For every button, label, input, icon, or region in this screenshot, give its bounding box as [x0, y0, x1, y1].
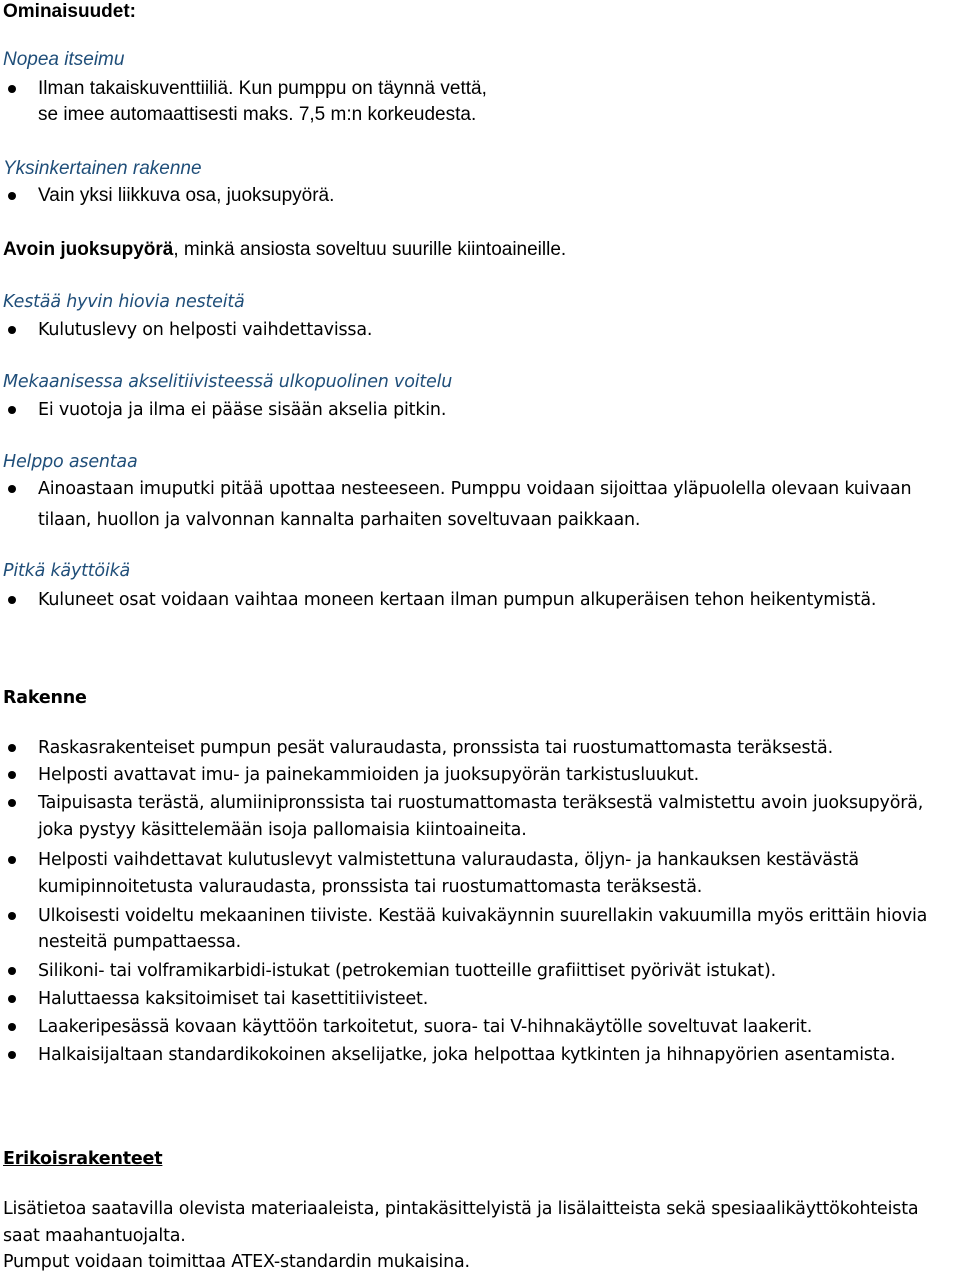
structure-item: Raskasrakenteiset pumpun pesät valuraudasta, pronssista tai ruostumattomasta teräksestä.: [38, 738, 833, 758]
bullet-icon: [8, 406, 16, 414]
lifetime-text: Kuluneet osat voidaan vaihtaa moneen kertaan ilman pumpun alkuperäisen tehon heikentymistä.: [38, 590, 877, 610]
structure-item-cont: nesteitä pumpattaessa.: [38, 932, 242, 952]
open-impeller-line: [3, 238, 566, 262]
install-text-2: tilaan, huollon ja valvonnan kannalta parhaiten soveltuvaan paikkaan.: [38, 510, 641, 530]
structure-item: Taipuisasta terästä, alumiinipronssista tai ruostumattomasta teräksestä valmistettu avoin juoksupyörä,: [38, 793, 924, 813]
bullet-icon: [8, 995, 16, 1003]
structure-item: Halkaisijaltaan standardikokoinen akselijatke, joka helpottaa kytkinten ja hihnapyörien asentamista.: [38, 1045, 896, 1065]
structure-heading: Rakenne: [3, 688, 87, 708]
structure-item: Helposti avattavat imu- ja painekammioiden ja juoksupyörän tarkistusluukut.: [38, 765, 699, 785]
open-impeller-bold: Avoin juoksupyörä: [3, 239, 174, 260]
seal-text: Ei vuotoja ja ilma ei pääse sisään akselia pitkin.: [38, 400, 447, 420]
bullet-icon: [8, 744, 16, 752]
self-priming-text-2: se imee automaattisesti maks. 7,5 m:n korkeudesta.: [38, 104, 477, 125]
structure-item: Ulkoisesti voideltu mekaaninen tiiviste. Kestää kuivakäynnin suurellakin vakuumilla myös erittäin hiovia: [38, 906, 928, 926]
bullet-icon: [8, 856, 16, 864]
bullet-icon: [8, 799, 16, 807]
bullet-icon: [8, 596, 16, 604]
structure-item-cont: joka pystyy käsittelemään isoja pallomaisia kiintoaineita.: [38, 820, 527, 840]
bullet-icon: [8, 326, 16, 334]
lifetime-title: Pitkä käyttöikä: [3, 561, 131, 581]
structure-item: Helposti vaihdettavat kulutuslevyt valmistettuna valuraudasta, öljyn- ja hankauksen kestävästä: [38, 850, 859, 870]
self-priming-text-1: Ilman takaiskuventtiiliä. Kun pumppu on täynnä vettä,: [38, 78, 487, 99]
special-heading: Erikoisrakenteet: [3, 1149, 163, 1169]
bullet-icon: [8, 912, 16, 920]
simple-structure-text: Vain yksi liikkuva osa, juoksupyörä.: [38, 185, 335, 206]
bullet-icon: [8, 967, 16, 975]
bullet-icon: [8, 1051, 16, 1059]
bullet-icon: [8, 1023, 16, 1031]
structure-item: Haluttaessa kaksitoimiset tai kasettitiivisteet.: [38, 989, 429, 1009]
bullet-icon: [8, 485, 16, 493]
abrasion-text: Kulutuslevy on helposti vaihdettavissa.: [38, 320, 373, 340]
bullet-icon: [8, 85, 16, 93]
abrasion-title: Kestää hyvin hiovia nesteitä: [3, 292, 245, 312]
special-text-3: Pumput voidaan toimittaa ATEX-standardin mukaisina.: [3, 1252, 470, 1272]
self-priming-title: Nopea itseimu: [3, 49, 125, 70]
bullet-icon: [8, 771, 16, 779]
seal-title: Mekaanisessa akselitiivisteessä ulkopuolinen voitelu: [3, 372, 453, 392]
install-title: Helppo asentaa: [3, 452, 138, 472]
open-impeller-rest: , minkä ansiosta soveltuu suurille kiintoaineille.: [173, 239, 567, 260]
install-text-1: Ainoastaan imuputki pitää upottaa nesteeseen. Pumppu voidaan sijoittaa yläpuolella olevaan kuivaan: [38, 479, 912, 499]
features-heading: Ominaisuudet:: [3, 1, 137, 22]
structure-item: Laakeripesässä kovaan käyttöön tarkoitetut, suora- tai V-hihnakäytölle soveltuvat laakerit.: [38, 1017, 813, 1037]
simple-structure-title: Yksinkertainen rakenne: [3, 158, 202, 179]
special-text-1: Lisätietoa saatavilla olevista materiaaleista, pintakäsittelyistä ja lisälaitteista sekä spesiaalikäyttökohteista: [3, 1199, 919, 1219]
bullet-icon: [8, 192, 16, 200]
structure-item-cont: kumipinnoitetusta valuraudasta, pronssista tai ruostumattomasta teräksestä.: [38, 877, 703, 897]
special-text-2: saat maahantuojalta.: [3, 1226, 186, 1246]
structure-item: Silikoni- tai volframikarbidi-istukat (petrokemian tuotteille grafiittiset pyörivät istukat).: [38, 961, 776, 981]
